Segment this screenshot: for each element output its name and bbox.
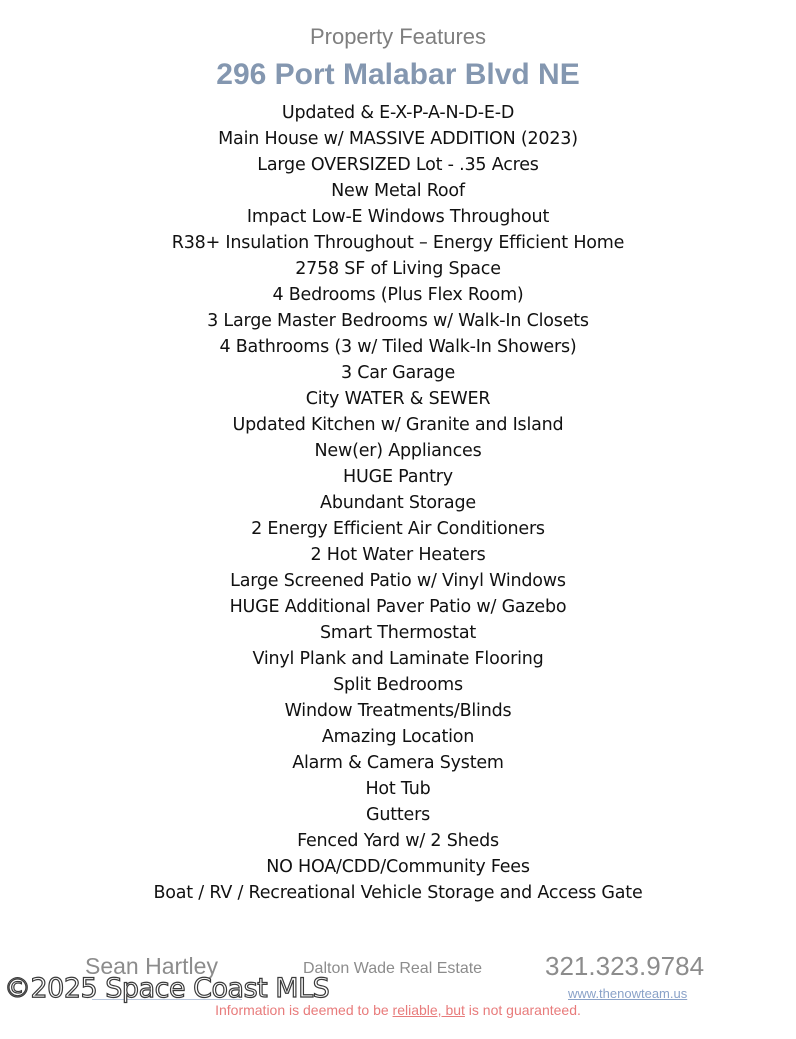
brokerage-name: Dalton Wade Real Estate [303, 960, 483, 977]
disclaimer-text-underlined: reliable, but [392, 1002, 465, 1018]
feature-item: 4 Bedrooms (Plus Flex Room) [272, 285, 524, 305]
feature-item: 2 Hot Water Heaters [310, 545, 486, 565]
feature-item: 2758 SF of Living Space [295, 259, 501, 279]
feature-item: Impact Low-E Windows Throughout [246, 207, 550, 227]
feature-item: HUGE Additional Paver Patio w/ Gazebo [229, 597, 567, 617]
feature-item: 2 Energy Efficient Air Conditioners [251, 519, 545, 539]
feature-item: Large OVERSIZED Lot - .35 Acres [257, 155, 539, 175]
feature-item: New Metal Roof [331, 181, 465, 201]
feature-item: Boat / RV / Recreational Vehicle Storage and Access Gate [153, 883, 643, 903]
features-list [0, 100, 796, 906]
feature-item: Alarm & Camera System [292, 753, 504, 773]
mls-watermark: ©2025 Space Coast MLS [4, 973, 330, 1004]
feature-item: Abundant Storage [320, 493, 476, 513]
feature-item: City WATER & SEWER [305, 389, 491, 409]
feature-item: Updated Kitchen w/ Granite and Island [232, 415, 564, 435]
disclaimer-text-start: Information is deemed to be [215, 1002, 393, 1018]
feature-item: Vinyl Plank and Laminate Flooring [252, 649, 544, 669]
feature-item: Split Bedrooms [333, 675, 463, 695]
feature-item: R38+ Insulation Throughout – Energy Efficient Home [171, 233, 625, 253]
disclaimer [0, 1002, 796, 1018]
disclaimer-text-end: is not guaranteed. [464, 1002, 581, 1018]
feature-item: Smart Thermostat [319, 623, 477, 643]
feature-item: Hot Tub [365, 779, 431, 799]
feature-item: Gutters [365, 805, 431, 825]
agent-name: Sean Hartley [85, 953, 218, 979]
feature-item: Amazing Location [321, 727, 475, 747]
feature-item: 4 Bathrooms (3 w/ Tiled Walk-In Showers) [219, 337, 577, 357]
feature-item: Main House w/ MASSIVE ADDITION (2023) [218, 129, 578, 149]
property-address: 296 Port Malabar Blvd NE [216, 58, 580, 91]
feature-item: Updated & E-X-P-A-N-D-E-D [281, 103, 515, 123]
feature-item: 3 Large Master Bedrooms w/ Walk-In Closets [207, 311, 589, 331]
page-title: Property Features [309, 24, 487, 49]
feature-item: Window Treatments/Blinds [284, 701, 512, 721]
feature-item: HUGE Pantry [343, 467, 453, 487]
feature-item: New(er) Appliances [314, 441, 482, 461]
feature-item: 3 Car Garage [340, 363, 456, 383]
agent-phone[interactable]: 321.323.9784 [545, 951, 705, 981]
feature-item: Large Screened Patio w/ Vinyl Windows [230, 571, 566, 591]
feature-item: NO HOA/CDD/Community Fees [266, 857, 530, 877]
feature-item: Fenced Yard w/ 2 Sheds [297, 831, 499, 851]
website-link[interactable]: www.thenowteam.us [568, 986, 688, 1001]
